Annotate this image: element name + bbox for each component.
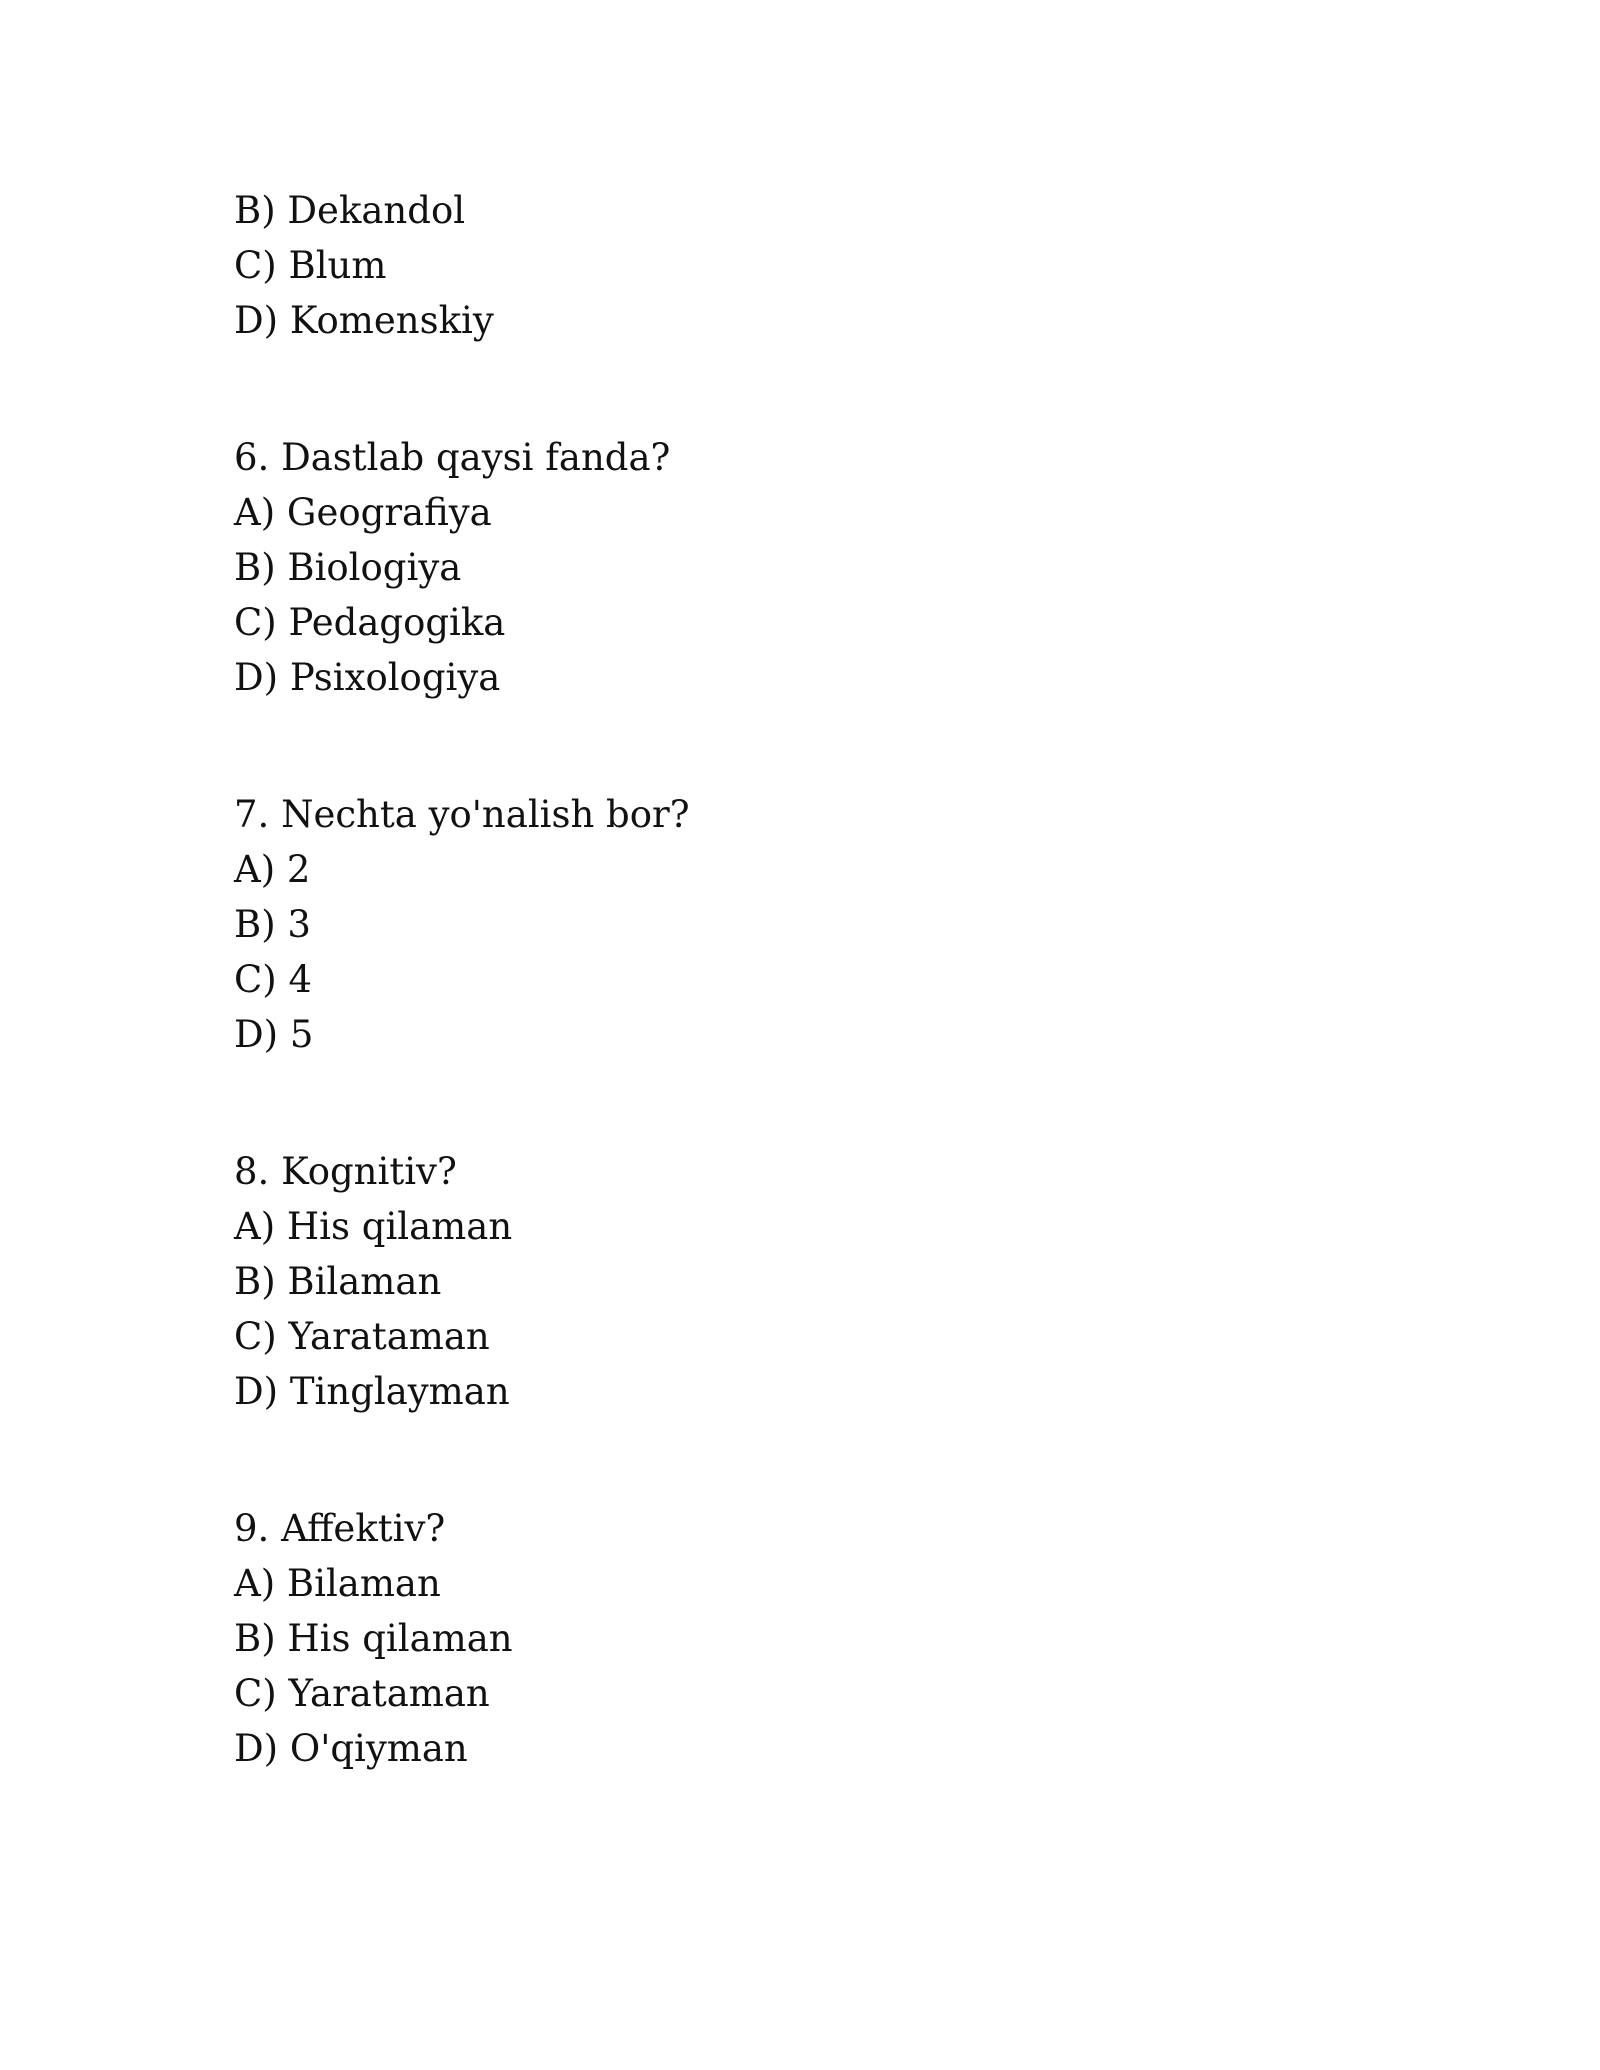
option-d: D) 5 — [234, 1013, 314, 1056]
option-b: B) Dekandol — [234, 189, 466, 232]
spacer — [234, 705, 1434, 787]
spacer — [234, 1419, 1434, 1501]
question-text: 6. Dastlab qaysi fanda? — [234, 436, 671, 479]
question-8 — [234, 1144, 1434, 1419]
question-text: 9. Affektiv? — [234, 1507, 446, 1550]
option-c: C) 4 — [234, 958, 313, 1001]
option-c: C) Blum — [234, 244, 387, 287]
question-7 — [234, 787, 1434, 1062]
option-d: D) O'qiyman — [234, 1727, 468, 1770]
spacer — [234, 348, 1434, 430]
option-c: C) Yarataman — [234, 1672, 490, 1715]
question-6 — [234, 430, 1434, 705]
option-c: C) Yarataman — [234, 1315, 490, 1358]
question-9 — [234, 1501, 1434, 1776]
question-5-continuation — [234, 183, 1434, 348]
option-b: B) Bilaman — [234, 1260, 442, 1303]
question-text: 8. Kognitiv? — [234, 1150, 457, 1193]
option-a: A) 2 — [234, 848, 311, 891]
option-d: D) Psixologiya — [234, 656, 501, 699]
option-b: B) 3 — [234, 903, 311, 946]
option-a: A) Geografiya — [234, 491, 492, 534]
option-c: C) Pedagogika — [234, 601, 506, 644]
option-a: A) His qilaman — [234, 1205, 513, 1248]
option-d: D) Komenskiy — [234, 299, 494, 342]
question-text: 7. Nechta yo'nalish bor? — [234, 793, 690, 836]
option-b: B) His qilaman — [234, 1617, 513, 1660]
option-b: B) Biologiya — [234, 546, 462, 589]
option-d: D) Tinglayman — [234, 1370, 510, 1413]
quiz-content — [234, 183, 1434, 1776]
spacer — [234, 1062, 1434, 1144]
option-a: A) Bilaman — [234, 1562, 441, 1605]
